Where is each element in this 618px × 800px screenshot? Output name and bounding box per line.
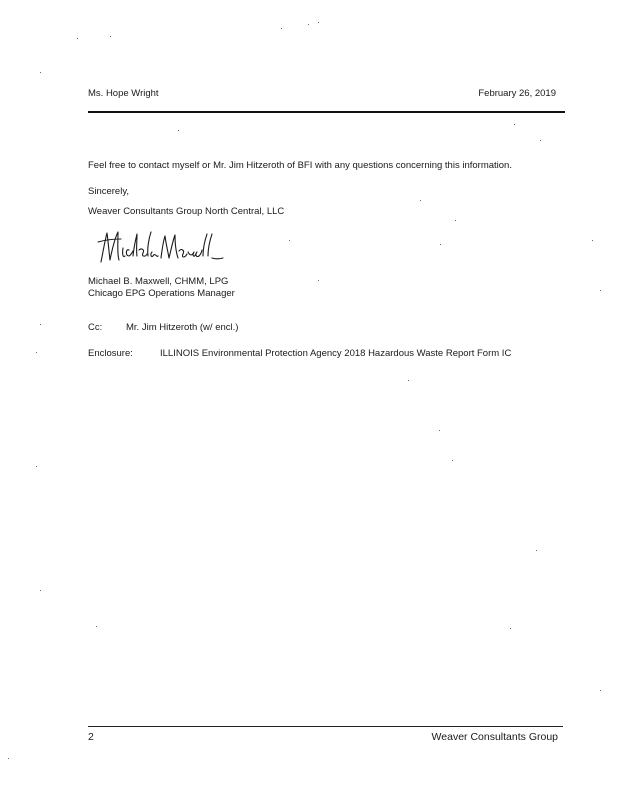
scan-speck	[178, 130, 179, 131]
scan-speck	[455, 220, 456, 221]
scan-speck	[440, 244, 441, 245]
enclosure-label: Enclosure:	[88, 348, 133, 359]
scan-speck	[77, 38, 78, 39]
scan-speck	[540, 140, 541, 141]
scan-speck	[439, 430, 440, 431]
scan-speck	[36, 466, 37, 467]
signer-title: Chicago EPG Operations Manager	[88, 288, 235, 299]
page-number: 2	[88, 731, 94, 743]
enclosure-value: ILLINOIS Environmental Protection Agency 2018 Hazardous Waste Report Form IC	[160, 348, 512, 359]
closing-salutation: Sincerely,	[88, 186, 130, 197]
scan-speck	[96, 626, 97, 627]
scan-speck	[40, 72, 41, 73]
signer-name: Michael B. Maxwell, CHMM, LPG	[88, 276, 229, 287]
scan-speck	[318, 280, 319, 281]
scan-speck	[308, 24, 309, 25]
scan-speck	[40, 324, 41, 325]
scan-speck	[40, 590, 41, 591]
scan-speck	[510, 628, 511, 629]
letter-date: February 26, 2019	[478, 88, 556, 99]
scan-speck	[281, 28, 282, 29]
body-paragraph: Feel free to contact myself or Mr. Jim Hitzeroth of BFI with any questions concerning this information.	[88, 160, 512, 171]
scan-speck	[8, 758, 9, 759]
scan-speck	[452, 460, 453, 461]
scan-speck	[318, 22, 319, 23]
handwritten-signature	[95, 228, 225, 268]
scan-speck	[600, 290, 601, 291]
company-name: Weaver Consultants Group North Central, LLC	[88, 206, 285, 217]
scan-speck	[600, 690, 601, 691]
scan-speck	[420, 200, 421, 201]
footer-rule	[88, 726, 563, 727]
footer-company: Weaver Consultants Group	[431, 731, 558, 743]
scan-speck	[36, 352, 37, 353]
scan-speck	[536, 550, 537, 551]
cc-label: Cc:	[88, 322, 103, 333]
scan-speck	[592, 240, 593, 241]
scan-speck	[514, 124, 515, 125]
cc-value: Mr. Jim Hitzeroth (w/ encl.)	[126, 322, 239, 333]
scan-speck	[408, 380, 409, 381]
scan-speck	[110, 36, 111, 37]
recipient-name: Ms. Hope Wright	[88, 88, 159, 99]
scan-speck	[289, 240, 290, 241]
header-rule	[88, 111, 565, 113]
